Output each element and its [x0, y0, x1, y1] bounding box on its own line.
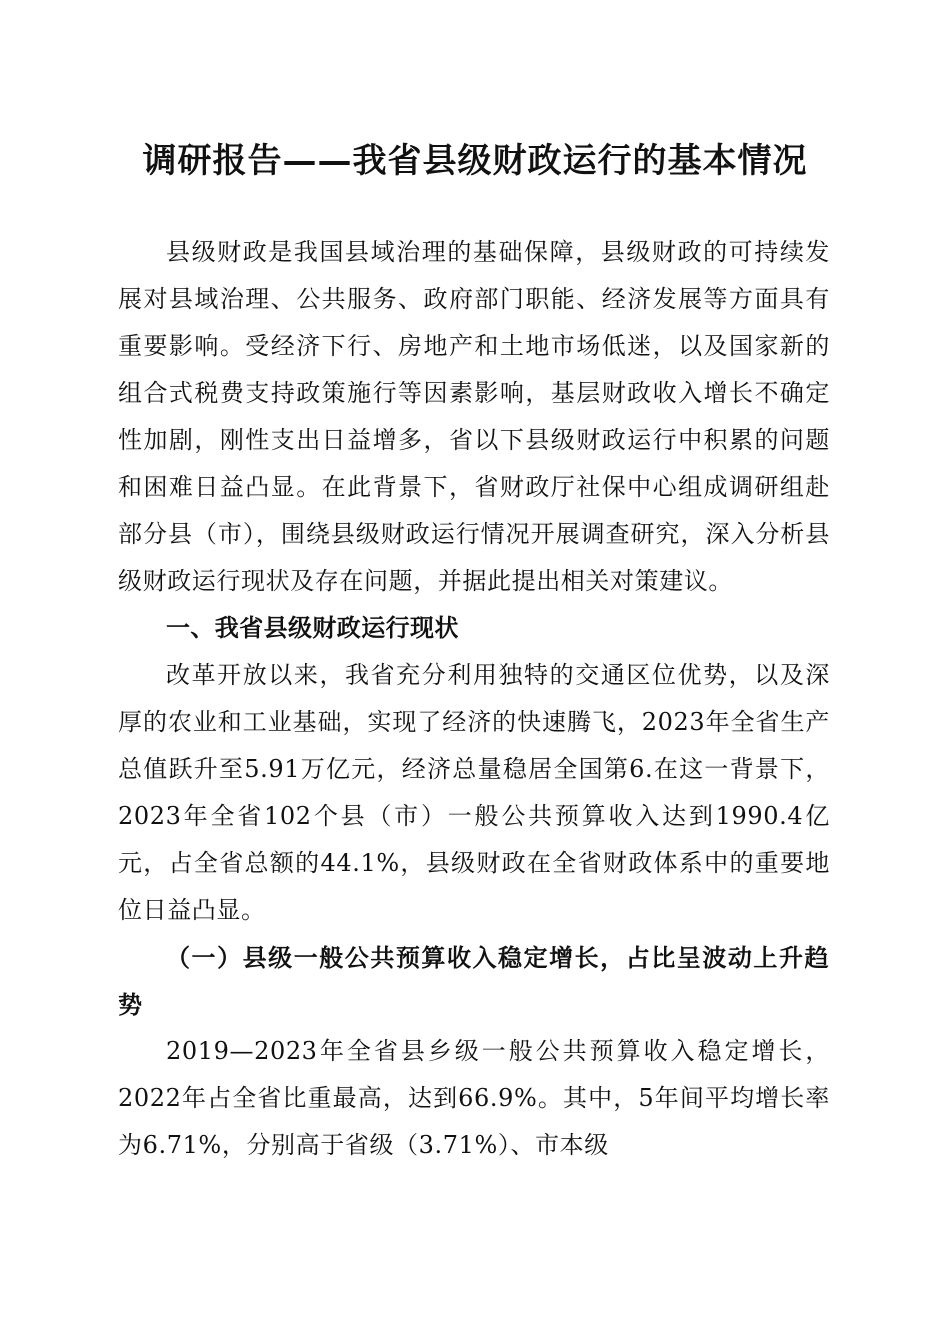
- subsection-1-paragraph: 2019—2023年全省县乡级一般公共预算收入稳定增长，2022年占全省比重最高，达到66.9%。其中，5年间平均增长率为6.71%，分别高于省级（3.71%）、市本级: [118, 1037, 830, 1159]
- document-body: [118, 229, 830, 1169]
- intro-paragraph: 县级财政是我国县域治理的基础保障，县级财政的可持续发展对县域治理、公共服务、政府部门职能、经济发展等方面具有重要影响。受经济下行、房地产和土地市场低迷，以及国家新的组合式税费支持政策施行等因素影响，基层财政收入增长不确定性加剧，刚性支出日益增多，省以下县级财政运行中积累的问题和困难日益凸显。在此背景下，省财政厅社保中心组成调研组赴部分县（市），围绕县级财政运行情况开展调查研究，深入分析县级财政运行现状及存在问题，并据此提出相关对策建议。: [118, 238, 830, 595]
- section-1-paragraph: 改革开放以来，我省充分利用独特的交通区位优势，以及深厚的农业和工业基础，实现了经济的快速腾飞，2023年全省生产总值跃升至5.91万亿元，经济总量稳居全国第6.在这一背景下，2023年全省102个县（市）一般公共预算收入达到1990.4亿元，占全省总额的44.1%，县级财政在全省财政体系中的重要地位日益凸显。: [118, 661, 830, 924]
- subsection-1-heading: （一）县级一般公共预算收入稳定增长，占比呈波动上升趋势: [118, 943, 830, 1019]
- section-1-heading: 一、我省县级财政运行现状: [166, 614, 459, 642]
- document-title: 调研报告——我省县级财政运行的基本情况: [142, 141, 808, 181]
